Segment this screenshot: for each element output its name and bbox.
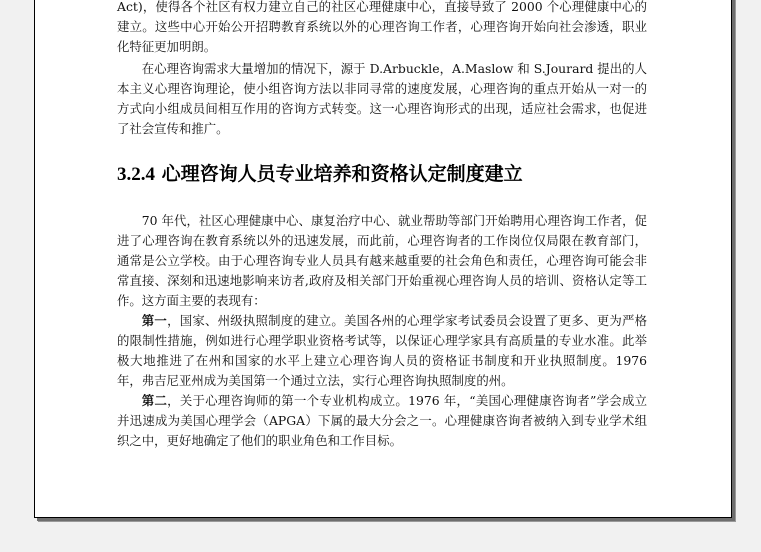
point-1-text: ，国家、州级执照制度的建立。美国各州的心理学家考试委员会设置了更多、更为严格的限制性措施，例如进行心理学职业资格考试等，以保证心理学家具有高质量的专业水准。此举极大地推进了在州和国家的水平上建立心理咨询人员的资格证书制度和开业执照制度。1976 年，弗吉尼亚州成为美国第一个通过立法，实行心理咨询执照制度的州。 xyxy=(117,313,648,388)
point-2-lead: 第二 xyxy=(141,393,168,408)
paragraph-1: Act)，使得各个社区有权力建立自己的社区心理健康中心，直接导致了 2000 个心理健康中心的建立。这些中心开始公开招聘教育系统以外的心理咨询工作者，心理咨询开始向社会渗透，职业化特征更加明朗。 xyxy=(117,0,647,54)
point-1-lead: 第一 xyxy=(141,313,168,328)
paragraph-2: 在心理咨询需求大量增加的情况下，源于 D.Arbuckle，A.Maslow 和 S.Jourard 提出的人本主义心理咨询理论，使小组咨询方法以非同寻常的速度发展，心理咨询的重点开始从一对一的方式向小组成员间相互作用的咨询方式转变。这一心理咨询形式的出现，适应社会需求，也促进了社会宣传和推广。 xyxy=(117,61,647,136)
section-heading xyxy=(117,161,647,188)
document-page xyxy=(34,0,732,518)
point-2-text: ，关于心理咨询师的第一个专业机构成立。1976 年，“美国心理健康咨询者”学会成立并迅速成为美国心理学会（APGA）下属的最大分会之一。心理健康咨询者被纳入到专业学术组织之中，更好地确定了他们的职业角色和工作目标。 xyxy=(117,393,648,448)
section-number: 3.2.4 xyxy=(117,164,155,185)
section-title: 心理咨询人员专业培养和资格认定制度建立 xyxy=(161,163,523,185)
paragraph-3: 70 年代，社区心理健康中心、康复治疗中心、就业帮助等部门开始聘用心理咨询工作者，促进了心理咨询在教育系统以外的迅速发展，而此前，心理咨询者的工作岗位仅局限在教育部门，通常是公立学校。由于心理咨询专业人员具有越来越重要的社会角色和责任，心理咨询可能会非常直接、深刻和迅速地影响来访者,政府及相关部门开始重视心理咨询人员的培训、资格认定等工作。这方面主要的表现有： xyxy=(117,213,647,308)
point-2-paragraph xyxy=(117,391,647,451)
point-1-paragraph xyxy=(117,311,647,391)
